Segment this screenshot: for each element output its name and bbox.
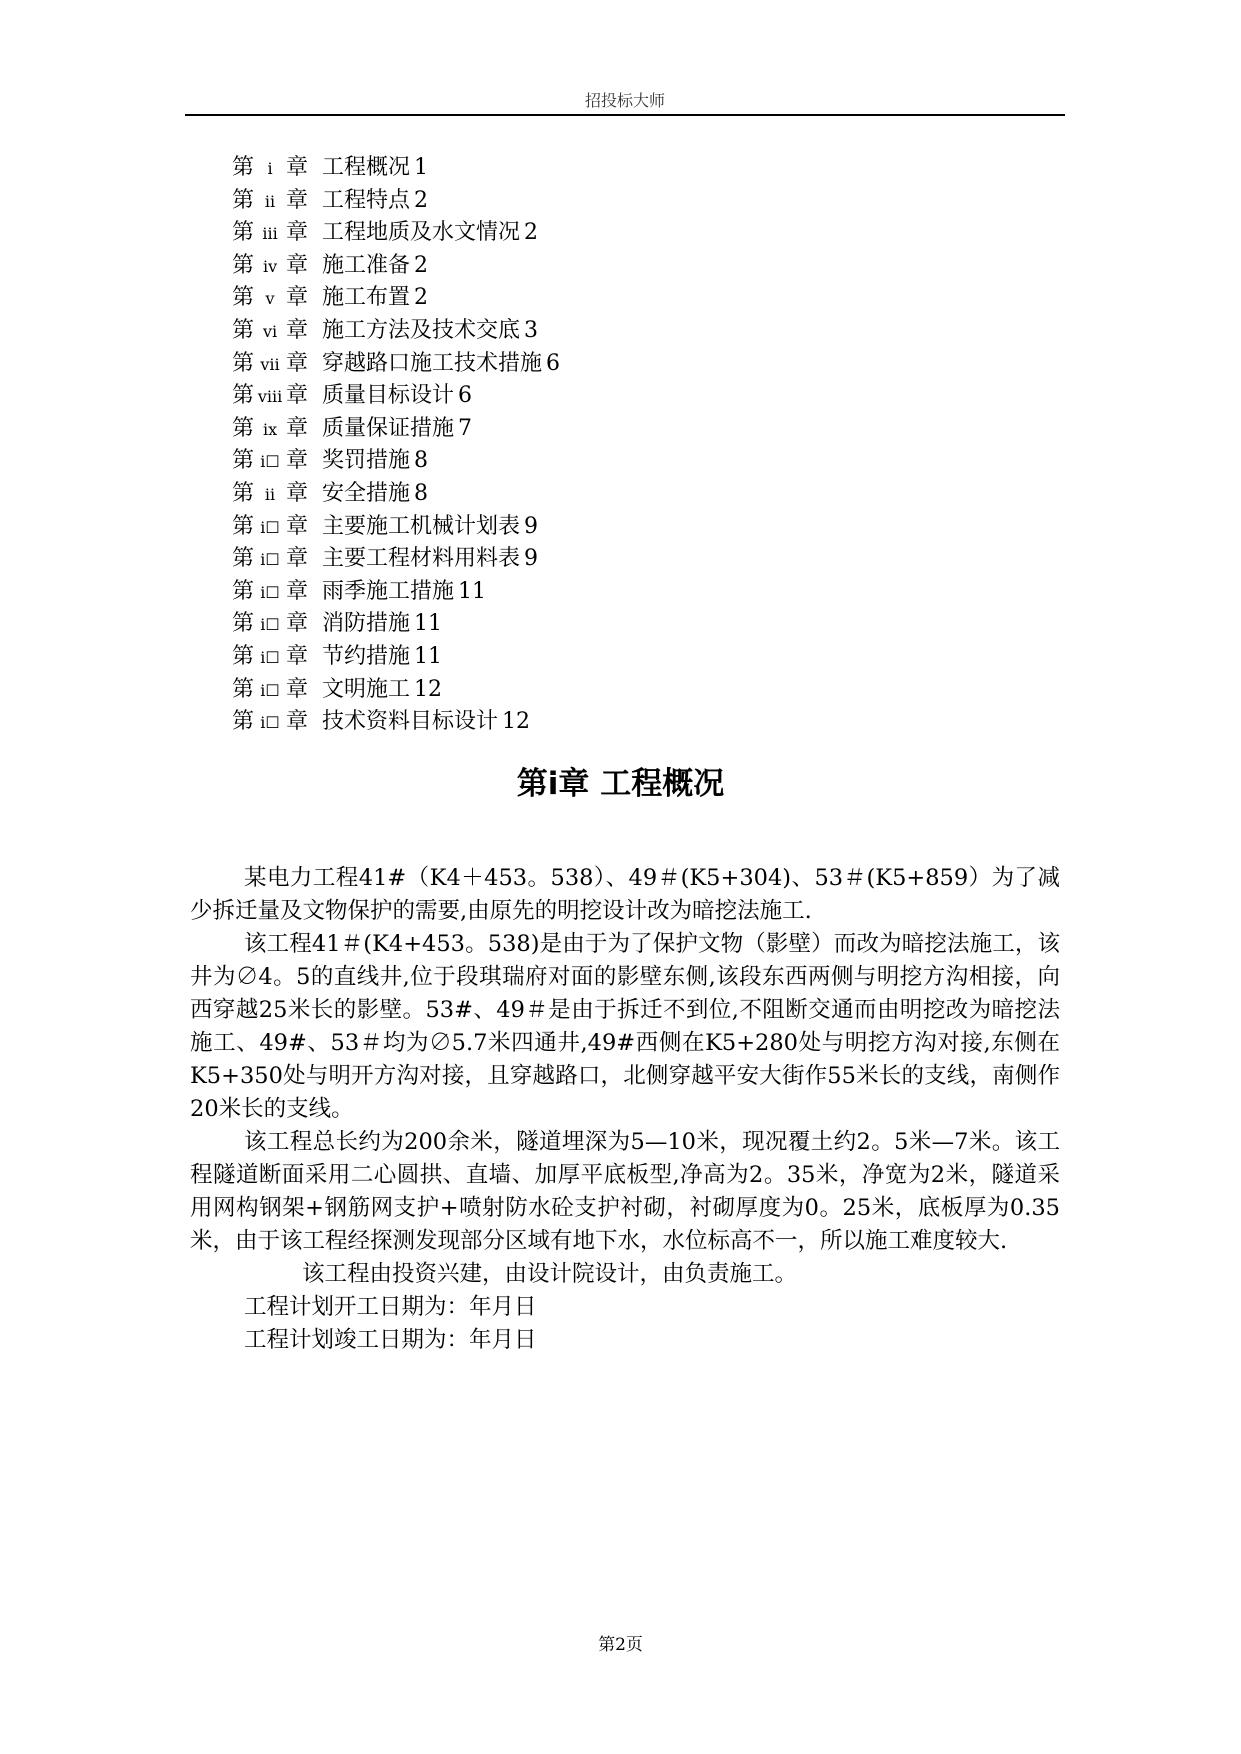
toc-num: ⅰ☐ <box>260 713 280 733</box>
toc-title: 质量目标设计 <box>322 383 455 409</box>
toc-num: ⅲ <box>262 224 278 244</box>
section-heading: 第ⅰ章 工程概况 <box>516 766 725 802</box>
toc-page: 8 <box>414 480 429 506</box>
toc-title: 工程地质及水文情况 <box>322 220 521 246</box>
toc-page: 2 <box>414 252 429 278</box>
toc-suffix: 章 <box>286 155 309 180</box>
body-text <box>190 862 1060 1357</box>
toc-page: 7 <box>458 415 473 441</box>
toc-title: 奖罚措施 <box>322 448 411 474</box>
toc-item[interactable] <box>232 413 1032 446</box>
toc-title: 施工方法及技术交底 <box>322 317 521 343</box>
toc-num: ⅰ☐ <box>260 680 280 700</box>
toc-num: ⅰ <box>267 159 273 178</box>
toc-prefix: 第 <box>232 643 255 669</box>
toc-suffix: 章 <box>286 448 309 474</box>
toc-suffix: 章 <box>286 383 309 409</box>
toc-suffix: 章 <box>286 513 309 539</box>
toc-item[interactable] <box>232 511 1032 544</box>
toc-suffix: 章 <box>286 220 309 246</box>
toc-num: ⅰ☐ <box>260 647 280 667</box>
toc-item[interactable] <box>232 445 1032 478</box>
toc-prefix: 第 <box>232 611 255 637</box>
table-of-contents <box>232 152 1032 739</box>
toc-num: ⅱ <box>264 484 276 504</box>
toc-suffix: 章 <box>286 643 309 669</box>
toc-prefix: 第 <box>232 513 255 539</box>
toc-prefix: 第 <box>232 220 255 246</box>
toc-suffix: 章 <box>286 578 309 604</box>
toc-suffix: 章 <box>286 480 309 506</box>
end-date-line: 工程计划竣工日期为：年月日 <box>244 1327 537 1353</box>
toc-page: 9 <box>524 513 539 539</box>
toc-prefix: 第 <box>232 578 255 604</box>
page-header: 招投标大师 <box>584 91 665 110</box>
toc-num: ⅱ <box>264 191 276 211</box>
toc-title: 施工布置 <box>322 285 411 311</box>
toc-suffix: 章 <box>286 611 309 637</box>
toc-prefix: 第 <box>232 155 255 180</box>
toc-page: 2 <box>524 220 539 246</box>
toc-title: 雨季施工措施 <box>322 578 455 604</box>
toc-prefix: 第 <box>232 187 255 213</box>
toc-prefix: 第 <box>232 546 255 572</box>
toc-suffix: 章 <box>286 350 309 376</box>
header-rule <box>185 114 1065 116</box>
toc-suffix: 章 <box>286 317 309 343</box>
toc-page: 12 <box>414 676 443 702</box>
toc-item[interactable] <box>232 185 1032 218</box>
toc-suffix: 章 <box>286 252 309 278</box>
toc-prefix: 第 <box>232 383 255 409</box>
toc-title: 技术资料目标设计 <box>322 709 499 735</box>
toc-title: 节约措施 <box>322 643 411 669</box>
toc-page: 11 <box>458 578 487 604</box>
toc-suffix: 章 <box>286 676 309 702</box>
start-date-line: 工程计划开工日期为：年月日 <box>244 1294 537 1320</box>
toc-page: 11 <box>414 643 443 669</box>
toc-num: ⅰ☐ <box>260 550 280 570</box>
toc-num: ⅰ☐ <box>260 452 280 472</box>
toc-item[interactable] <box>232 282 1032 315</box>
toc-title: 主要工程材料用料表 <box>322 546 521 572</box>
paragraph-4: 该工程由投资兴建，由设计院设计，由负责施工。 <box>302 1261 798 1287</box>
toc-prefix: 第 <box>232 350 255 376</box>
toc-page: 6 <box>458 383 473 409</box>
toc-prefix: 第 <box>232 415 255 441</box>
toc-title: 质量保证措施 <box>322 415 455 441</box>
toc-prefix: 第 <box>232 448 255 474</box>
toc-page: 1 <box>414 155 429 180</box>
toc-item[interactable] <box>232 315 1032 348</box>
toc-page: 2 <box>414 285 429 311</box>
toc-suffix: 章 <box>286 709 309 735</box>
toc-page: 8 <box>414 448 429 474</box>
toc-title: 主要施工机械计划表 <box>322 513 521 539</box>
toc-num: ⅴ <box>265 289 275 309</box>
toc-title: 文明施工 <box>322 676 411 702</box>
toc-page: 11 <box>414 611 443 637</box>
paragraph-3: 该工程总长约为200余米，隧道埋深为5—10米，现况覆土约2。5米—7米。该工程隧道断面采用二心圆拱、直墙、加厚平底板型,净高为2。35米，净宽为2米，隧道采用网构钢架+钢筋网支护+喷射防水砼支护衬砌，衬砌厚度为0。25米，底板厚为0.35米，由于该工程经探测发现部分区域有地下水，水位标高不一，所以施工难度较大. <box>190 1129 1060 1254</box>
toc-num: ⅸ <box>262 419 278 439</box>
toc-item[interactable] <box>232 380 1032 413</box>
toc-item[interactable] <box>232 674 1032 707</box>
toc-num: ⅶ <box>260 354 280 374</box>
toc-prefix: 第 <box>232 480 255 506</box>
toc-suffix: 章 <box>286 415 309 441</box>
toc-item[interactable] <box>232 543 1032 576</box>
toc-num: ⅰ☐ <box>260 582 280 602</box>
toc-item[interactable] <box>232 608 1032 641</box>
toc-item[interactable] <box>232 250 1032 283</box>
toc-prefix: 第 <box>232 252 255 278</box>
toc-num: ⅰ☐ <box>260 615 280 635</box>
toc-page: 2 <box>414 187 429 213</box>
toc-title: 施工准备 <box>322 252 411 278</box>
toc-prefix: 第 <box>232 709 255 735</box>
toc-title: 消防措施 <box>322 611 411 637</box>
toc-item[interactable] <box>232 641 1032 674</box>
paragraph-1: 某电力工程41#（K4＋453。538）、49＃(K5+304)、53＃(K5+859）为了减少拆迁量及文物保护的需要,由原先的明挖设计改为暗挖法施工. <box>190 865 1060 924</box>
paragraph-2: 该工程41＃(K4+453。538)是由于为了保护文物（影壁）而改为暗挖法施工，该井为∅4。5的直线井,位于段琪瑞府对面的影壁东侧,该段东西两侧与明挖方沟相接，向西穿越25米长的影壁。53#、49＃是由于拆迁不到位,不阻断交通而由明挖改为暗挖法施工、49#、53＃均为∅5.7米四通井,49#西侧在K5+280处与明挖方沟对接,东侧在K5+350处与明开方沟对接，且穿越路口，北侧穿越平安大街作55米长的支线，南侧作20米长的支线。 <box>190 931 1060 1122</box>
toc-num: ⅵ <box>262 321 278 341</box>
toc-page: 9 <box>524 546 539 572</box>
toc-title: 安全措施 <box>322 480 411 506</box>
toc-page: 3 <box>524 317 539 343</box>
toc-page: 12 <box>502 709 531 735</box>
toc-prefix: 第 <box>232 676 255 702</box>
toc-num: ⅳ <box>262 256 278 276</box>
toc-item[interactable] <box>232 152 1032 185</box>
toc-prefix: 第 <box>232 317 255 343</box>
toc-item[interactable] <box>232 576 1032 609</box>
toc-item[interactable] <box>232 348 1032 381</box>
page-number: 第2页 <box>598 1635 643 1655</box>
toc-item[interactable] <box>232 706 1032 739</box>
toc-suffix: 章 <box>286 285 309 311</box>
toc-prefix: 第 <box>232 285 255 311</box>
toc-page: 6 <box>546 350 561 376</box>
toc-suffix: 章 <box>286 546 309 572</box>
toc-item[interactable] <box>232 478 1032 511</box>
toc-title: 工程特点 <box>322 187 411 213</box>
toc-suffix: 章 <box>286 187 309 213</box>
toc-num: ⅰ☐ <box>260 517 280 537</box>
toc-title: 穿越路口施工技术措施 <box>322 350 543 376</box>
toc-num: ⅷ <box>257 387 283 407</box>
toc-title: 工程概况 <box>322 155 411 180</box>
toc-item[interactable] <box>232 217 1032 250</box>
